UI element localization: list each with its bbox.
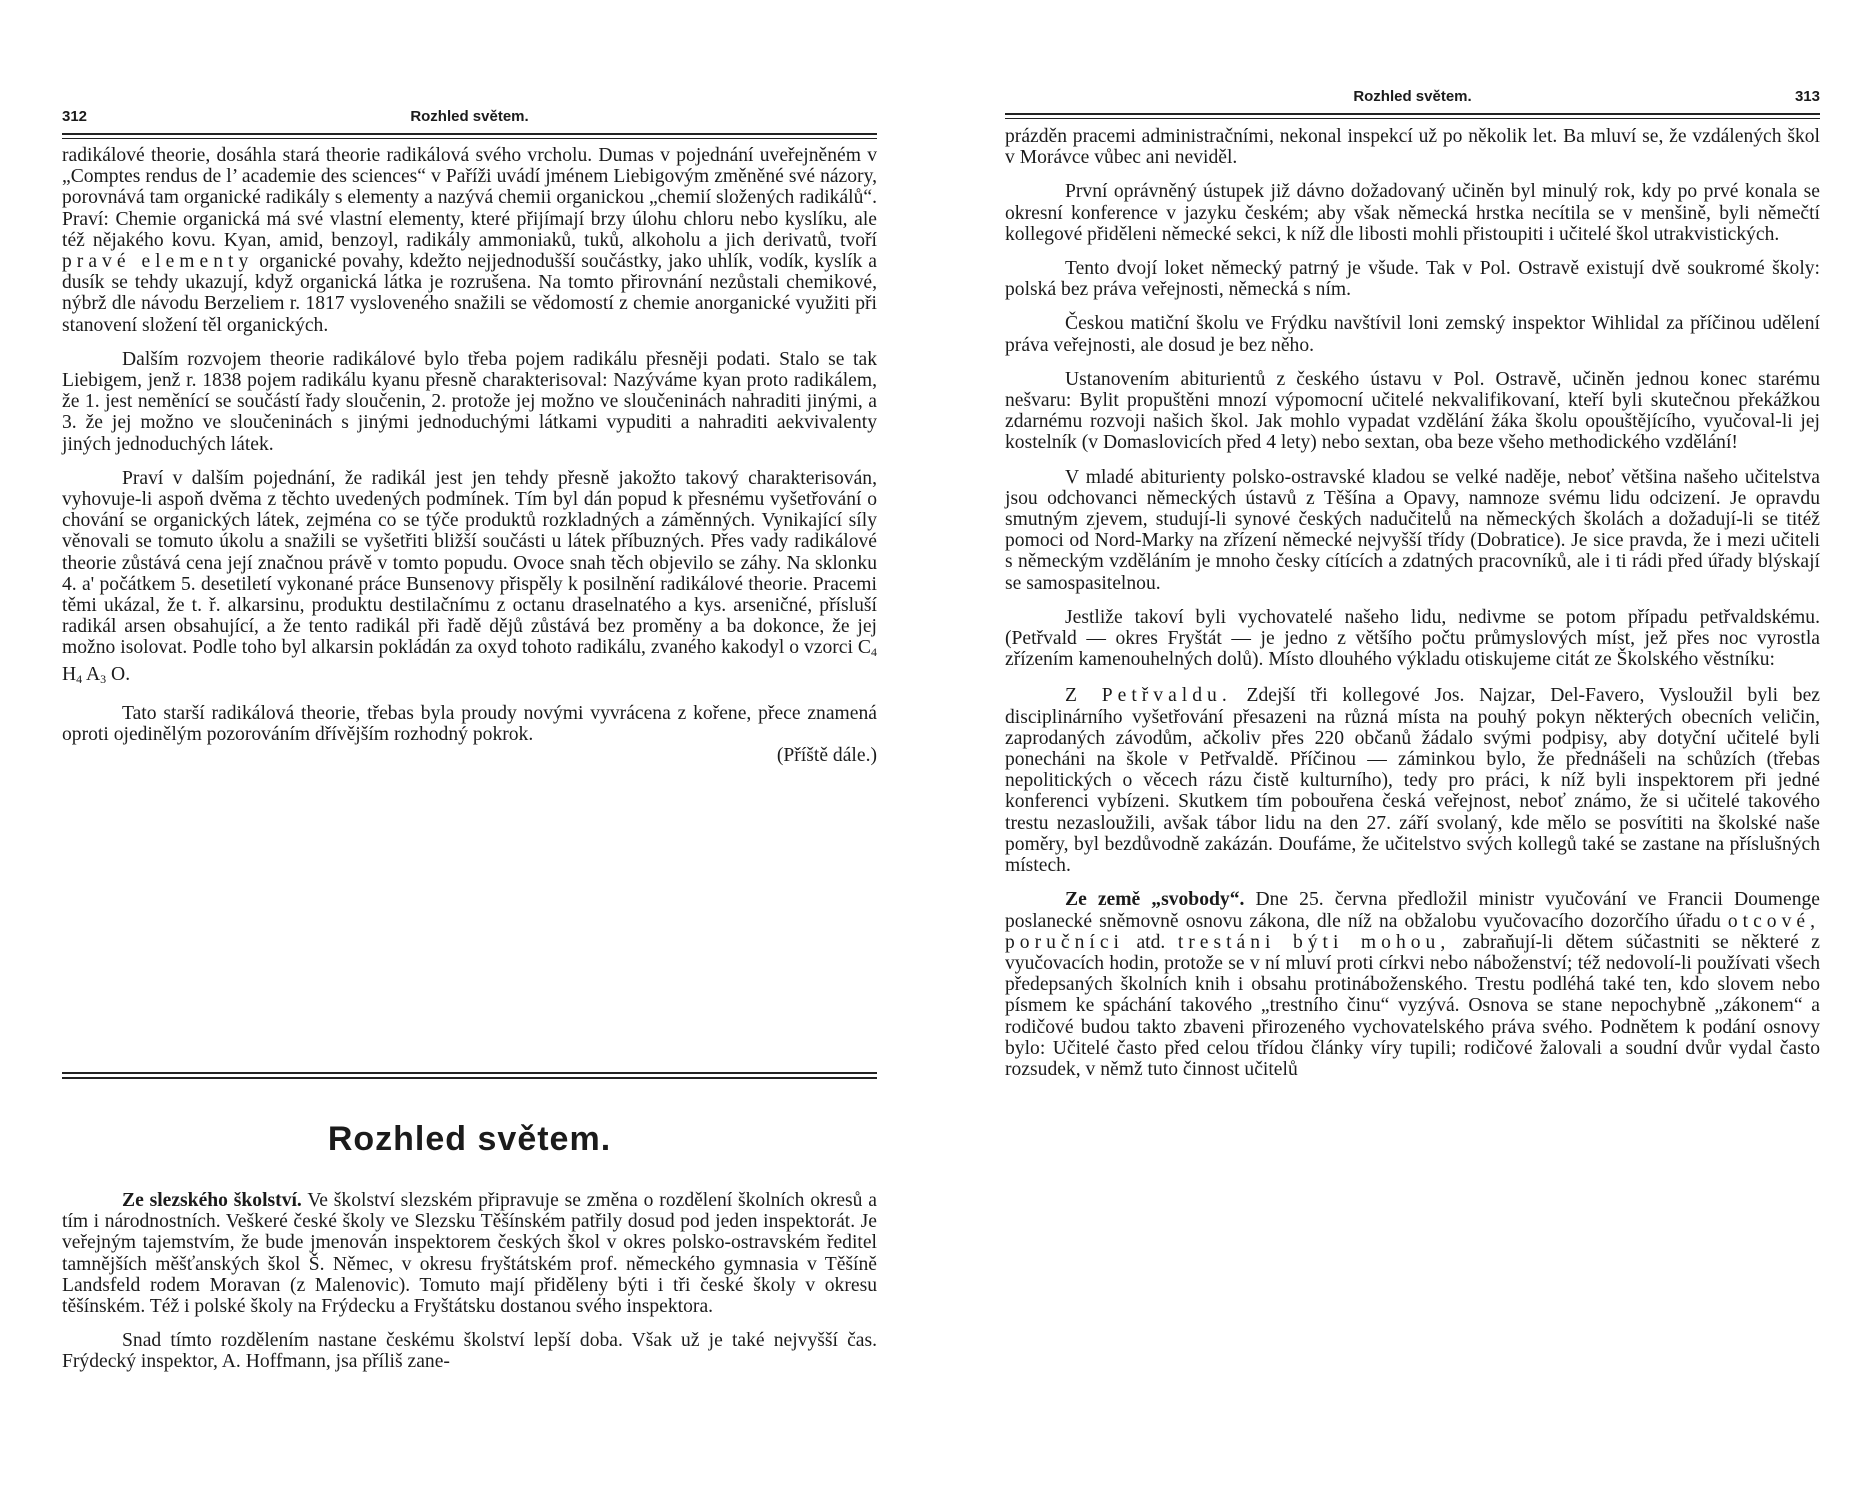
section-divider [62,1072,877,1079]
spaced-emphasis: otcové, poručníci [1005,910,1820,953]
paragraph: Českou matiční školu ve Frýdku navštívil loni zemský inspektor Wihlidal za příčinou udělení práva veřejnosti, ale dosud je bez něho. [1005,313,1820,356]
right-main-text [1005,126,1820,1093]
quoted-citation: Z Petřvaldu. Zdejší tři kollegové Jos. Najzar, Del-Favero, Vysloužil byli bez disciplinárního vyšetřování přesazeni na různá místa na pouhý pokyn některých obecních veličin, zaprodaných závodům, ačkoliv přes 220 občanů žádalo svými podpisy, aby dotyční učitelé byli ponecháni na škole v Petřvaldě. Příčinou — záminkou bylo, že přednášeli na schůzích (třebas nepolitických o věcech rázu čistě kulturního), tedy pro práci, k níž byli inspektorem při jedné konferenci vybízeni. Skutkem tím pobouřena česká veřejnost, neboť známo, že si učitelé takového trestu nezasloužili, avšak tábor lidu na den 27. září svolaný, kde mělo se posvítiti na školské naše poměry, byl bezdůvodně zakázán. Doufáme, že učitelstvo svých kollegů také se zastane na příslušných místech. [1005,685,1820,877]
paragraph: Dalším rozvojem theorie radikálové bylo třeba pojem radikálu přesněji podati. Stalo se tak Liebigem, jenž r. 1838 pojem radikálu kyanu přesně charakterisoval: Nazýváme kyan proto radikálem, že 1. jest neměnící se součástí řady sloučenin, 2. protože jej možno ve sloučeninách nahraditi jinými, a 3. že jej možno ve sloučeninách s jinými jednoduchými látkami vypuditi a nahraditi aekvivalenty jiných jednoduchých látek. [62,348,877,455]
right-page-number: 313 [1794,88,1820,105]
right-running-head [1005,88,1820,110]
paragraph: První oprávněný ústupek již dávno dožadovaný učiněn byl minulý rok, kdy po prvé konala se okresní konference v jazyku českém; aby však německá hrstka necítila se v menšině, byli němečtí kollegové přiděleni německé sekci, k níž dle libosti mohli přistoupiti i učitelé škol utrakvistických. [1005,181,1820,245]
paragraph: Ustanovením abiturientů z českého ústavu v Pol. Ostravě, učiněn jednou konec starému nešvaru: Bylit propuštěni mnozí výpomocní učitelé nekvalifikovaní, kteří byli skutečnou překážkou zdarnému rozvoji našich škol. Jak mohlo vypadat vzdělání žáka školu opouštějícího, vyučoval-li jej kostelník (v Domaslovicích před 4 lety) nebo sextan, oba beze všeho methodického vzdělání! [1005,368,1820,454]
formula: $C_4$ $H_4$ $A_3$ O. [62,637,877,686]
paragraph: prázděn pracemi administračními, nekonal inspekcí už po několik let. Ba mluví se, že vzdálených škol v Morávce vůbec ani neviděl. [1005,126,1820,169]
left-section-text [62,1190,877,1386]
paragraph: Praví v dalším pojednání, že radikál jest jen tehdy přesně jakožto takový charakterisován, vyhovuje-li aspoň dvěma z těchto uvedených podmínek. Tím byl dán popud k přesnému vyšetřování o chování se organických látek, zejména co se týče produktů rozkladných a záměnných. Vynikající síly věnovali se tomuto úkolu a snažili se vyšetřiti bližší součásti u látek příbuzných. Přes vady radikálové theorie zůstává cena její značnou právě v tomto popudu. Ovoce snah těch objevilo se záhy. Na sklonku 4. a' počátkem 5. desetiletí vykonané práce Bunsenovy přispěly k posilnění radikálové theorie. Pracemi těmi ukázal, že t. ř. alkarsinu, produktu destilačnímu z octanu draselnatého a kys. arseničné, přísluší radikál arsen obsahující, a že tento radikál při řadě dějů zůstává bez proměny a ba dokonce, že jej možno isolovat. Podle toho byl alkarsin pokládán za oxyd tohoto radikálu, zvaného kakodyl o vzorci $C_4$ $H_4$ $A_3$ O. [62,467,877,686]
run-in-heading: Ze země „svobody“. [1065,889,1245,911]
left-page-number: 312 [62,108,88,125]
continuation-note: (Příště dále.) [776,745,877,767]
paragraph: Ze země „svobody“. Dne 25. června předložil ministr vyučování ve Francii Doumenge poslanecké sněmovně osnovu zákona, dle níž na obžalobu vyučovacího dozorčího úřadu otcové, poručníci atd. trestáni býti mohou, zabraňují-li dětem súčastniti se některé z vyučovacích hodin, protože se v ní mluví proti církvi nebo náboženství; též nedovolí-li používati všech předepsaných školních knih i obsahu protináboženského. Trestu podléhá také ten, kdo slovem nebo písmem ke spáchání takového „trestního činu“ vyzývá. Osnova se stane nepochybně „zákonem“ a rodičové budou takto zbaveni přirozeného vychovatelského práva svého. Podnětem k podání osnovy bylo: Učitelé často před celou třídou články víry tupili; rodičové žalovali a soudní dvůr vydal často rozsudek, v němž tuto činnost učitelů [1005,889,1820,1080]
left-running-head [62,108,877,130]
left-main-text [62,145,877,779]
spaced-emphasis: trestáni býti mohou, [1177,931,1451,953]
right-head-rule [1005,113,1820,119]
spaced-emphasis: pravé elementy [62,251,254,273]
left-head-rule [62,133,877,139]
paragraph: Tento dvojí loket německý patrný je všude. Tak v Pol. Ostravě existují dvě soukromé školy: polská bez práva veřejnosti, německá s ním. [1005,258,1820,301]
paragraph: Jestliže takoví byli vychovatelé našeho lidu, nedivme se potom případu petřvaldskému. (Petřvald — okres Fryštát — je jedno z většího počtu průmyslových míst, jež přes noc vyrostla zřízením kamenouhelných dolů). Místo dlouhého výkladu otiskujeme citát ze Školského věstníku: [1005,606,1820,671]
spaced-emphasis: Z Petřvaldu. [1065,685,1232,707]
paragraph: Ze slezského školství. Ve školství slezském připravuje se změna o rozdělení školních okresů a tím i národnostních. Veškeré české školy ve Slezsku Těšínském patřily dosud pod jeden inspektorát. Je veřejným tajemstvím, že bude jmenován inspektorem českých škol v okres polsko-ostravském ředitel tamnějších měšťanských škol Š. Němec, v okresu fryštátském prof. německého gymnasia v Těšíně Landsfeld rodem Moravan (z Malenovic). Tomuto mají přiděleny býti i tři české školy v okresu těšínském. Též i polské školy na Frýdecku a Fryštátsku dostanou svého inspektora. [62,1190,877,1318]
section-title: Rozhled světem. [327,1120,612,1158]
right-running-title: Rozhled světem. [1353,88,1472,105]
run-in-heading: Ze slezského školství. [122,1190,302,1211]
paragraph: Snad tímto rozdělením nastane českému školství lepší doba. Však už je také nejvyšší čas. Frýdecký inspektor, A. Hoffmann, jsa příliš zane- [62,1330,877,1373]
paragraph: Tato starší radikálová theorie, třebas byla proudy novými vyvrácena z kořene, přece znamená oproti ojedinělým pozorováním dřívějším rozhodný pokrok. (Příště dále.) [62,702,877,767]
paragraph: V mladé abiturienty polsko-ostravské kladou se velké naděje, neboť většina našeho učitelstva jsou odchovanci německých ústavů z Těšína a Opavy, namnoze svému lidu odcizení. Je opravdu smutným zjevem, studují-li synové českých nadučitelů na německých školách a dožadují-li se titéž pomoci od Nord-Marky na zřízení německé nejvyšší třídy (Dobratice). Je sice pravda, že i mezi učiteli s německým vzděláním je mnoho česky cítících a zdatných pracovníků, ale i ti rádi před úřady blýskají se samospasitelnou. [1005,466,1820,594]
left-running-title: Rozhled světem. [410,108,529,125]
paragraph: radikálové theorie, dosáhla stará theorie radikálová svého vrcholu. Dumas v pojednání uveřejněném v „Comptes rendus de l’ academie des sciences“ v Paříži uvádí jménem Liebigovým změněné své názory, porovnává tam organické radikály s elementy a nazývá chemii organickou „chemií složených radikálů“. Praví: Chemie organická má své vlastní elementy, které přijímají brzy úlohu chloru nebo kyslíku, ale též nějakého kovu. Kyan, amid, benzoyl, radikály ammoniaků, tuků, alkoholu a jich derivatů, tvoří pravé elementy organické povahy, kdežto nejjednodušší součástky, jako uhlík, vodík, kyslík a dusík se tehdy ukazují, když organická látka je rozrušena. Na tomto přirovnání nezůstali chemikové, nýbrž dle návodu Berzeliem r. 1817 vysloveného snažili se vědomostí z chemie anorganické využiti při stanovení složení těl organických. [62,145,877,336]
